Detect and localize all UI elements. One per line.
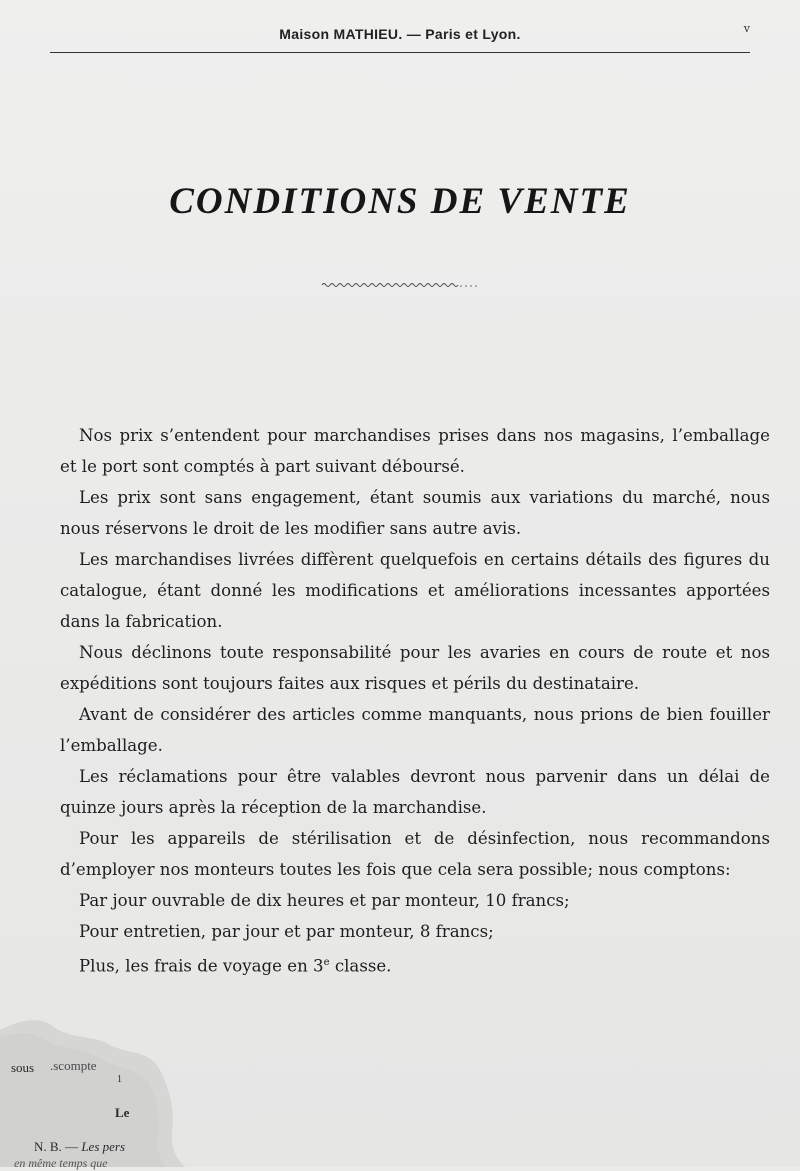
fragment-mark: 1 — [117, 1074, 122, 1085]
paragraph-prices: Nos prix s’entendent pour marchandises prises dans nos magasins, l’emballage et le port sont comptés à part suivant déboursé. — [60, 426, 770, 476]
running-header — [50, 24, 750, 53]
paragraph-fitters: Pour les appareils de stérilisation et de désinfection, nous recommandons d’employer nos monteurs toutes les fois que cela sera possible; nous comptons: — [60, 829, 770, 879]
fragment-nota-bene: N. B. — Les pers — [34, 1139, 126, 1154]
fragment-escompte: .scompte — [50, 1058, 97, 1073]
rate-maintenance: Pour entretien, par jour et par monteur, 8 francs; — [79, 922, 494, 941]
paragraph-catalogue: Les marchandises livrées diffèrent quelquefois en certains détails des figures du catalogue, étant donné les modifications et améliorations incessantes apportées dans la fabrication. — [60, 550, 770, 631]
page-number: v — [743, 22, 750, 35]
rate-workday: Par jour ouvrable de dix heures et par monteur, 10 francs; — [79, 891, 570, 910]
fragment-partial-line: en même temps que — [14, 1156, 108, 1170]
wavy-rule-ornament — [320, 280, 480, 290]
page-title: CONDITIONS DE VENTE — [169, 181, 631, 222]
header-title: Maison MATHIEU. — Paris et Lyon. — [279, 26, 521, 42]
paragraph-engagement: Les prix sont sans engagement, étant soumis aux variations du marché, nous nous réservons le droit de les modifier sans autre avis. — [60, 488, 770, 538]
fragment-le: Le — [115, 1105, 130, 1120]
fragment-sous: sous — [11, 1060, 35, 1075]
conditions-text — [60, 420, 770, 982]
paragraph-packaging: Avant de considérer des articles comme manquants, nous prions de bien fouiller l’emballage. — [60, 705, 770, 755]
paragraph-liability: Nous déclinons toute responsabilité pour les avaries en cours de route et nos expéditions sont toujours faites aux risques et périls du destinataire. — [60, 643, 770, 693]
paragraph-claims: Les réclamations pour être valables devront nous parvenir dans un délai de quinze jours après la réception de la marchandise. — [60, 767, 770, 817]
rate-travel: Plus, les frais de voyage en 3e classe. — [79, 956, 392, 976]
